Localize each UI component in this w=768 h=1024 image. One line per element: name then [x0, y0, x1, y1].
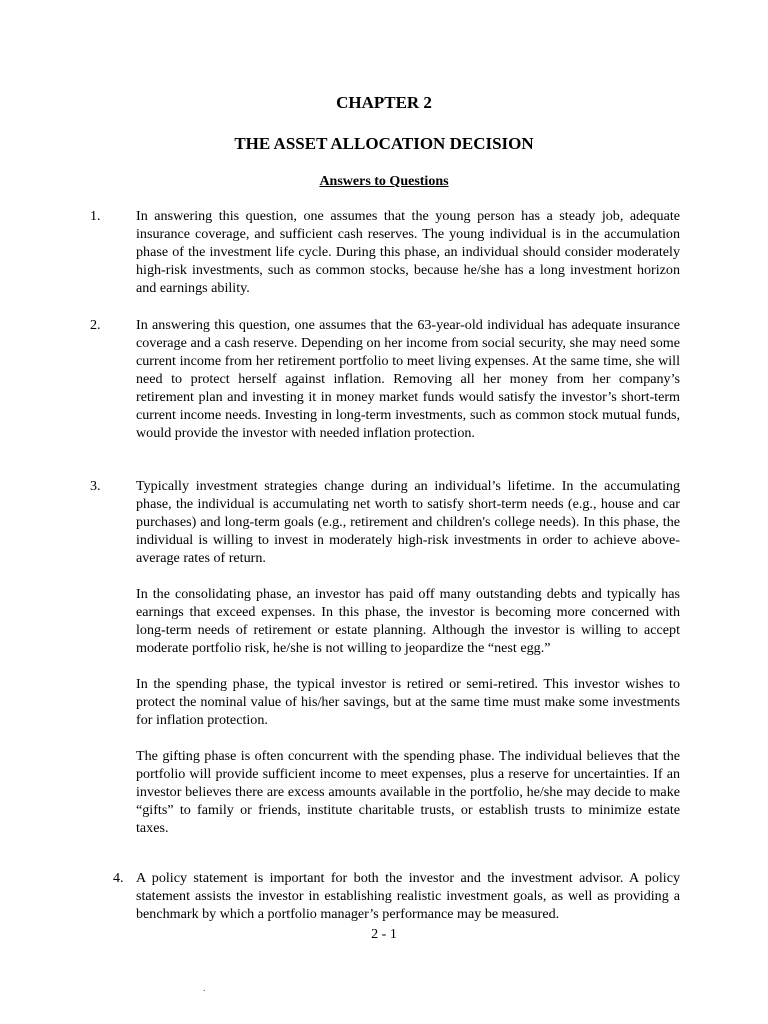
chapter-heading: CHAPTER 2	[336, 93, 432, 112]
answer-paragraph: In the consolidating phase, an investor has paid off many outstanding debts and typically has earnings that exceed expenses. In this phase, the investor is becoming more concerned with long-term needs of retirement or estate planning. Although the investor is willing to accept moderate portfolio risk, he/she is not willing to jeopardize the “nest egg.”	[136, 586, 680, 656]
answer-paragraph: The gifting phase is often concurrent with the spending phase. The individual believes that the portfolio will provide sufficient income to meet expenses, plus a reserve for uncertainties. If an investor believes there are excess amounts available in the portfolio, he/she may decide to make “gifts” to family or friends, institute charitable trusts, or establish trusts to minimize estate taxes.	[136, 748, 680, 836]
question-number: 3.	[90, 478, 101, 494]
answer-body	[136, 316, 680, 442]
question-2	[90, 316, 680, 442]
question-4	[90, 869, 680, 923]
section-subtitle: Answers to Questions	[319, 174, 449, 189]
question-1	[90, 207, 680, 297]
answer-paragraph: In answering this question, one assumes that the young person has a steady job, adequate insurance coverage, and sufficient cash reserves. The young individual is in the accumulation phase of the investment life cycle. During this phase, an individual should consider moderately high-risk investments, such as common stocks, because he/she has a long investment horizon and earnings ability.	[136, 208, 680, 296]
answer-body	[136, 207, 680, 297]
stray-mark: .	[203, 983, 206, 994]
question-number: 1.	[90, 208, 101, 224]
answer-body	[136, 477, 680, 837]
answer-paragraph: A policy statement is important for both the investor and the investment advisor. A policy statement assists the investor in establishing realistic investment goals, as well as providing a benchmark by which a portfolio manager’s performance may be measured.	[136, 870, 680, 922]
question-number: 2.	[90, 317, 101, 333]
question-number: 4.	[113, 870, 124, 886]
answer-body	[136, 869, 680, 923]
chapter-title: THE ASSET ALLOCATION DECISION	[234, 134, 534, 153]
question-3	[90, 477, 680, 837]
page-number: 2 - 1	[371, 927, 397, 942]
answer-paragraph: In the spending phase, the typical investor is retired or semi-retired. This investor wishes to protect the nominal value of his/her savings, but at the same time must make some investments for inflation protection.	[136, 676, 680, 728]
answer-paragraph: Typically investment strategies change during an individual’s lifetime. In the accumulating phase, the individual is accumulating net worth to satisfy short-term needs (e.g., house and car purchases) and long-term goals (e.g., retirement and children's college needs). In this phase, the individual is willing to invest in moderately high-risk investments in order to achieve above-average rates of return.	[136, 478, 680, 566]
answer-paragraph: In answering this question, one assumes that the 63-year-old individual has adequate insurance coverage and a cash reserve. Depending on her income from social security, she may need some current income from her retirement portfolio to meet living expenses. At the same time, she will need to protect herself against inflation. Removing all her money from her company’s retirement plan and investing it in money market funds would satisfy the investor’s short-term current income needs. Investing in long-term investments, such as common stock mutual funds, would provide the investor with needed inflation protection.	[136, 317, 680, 441]
